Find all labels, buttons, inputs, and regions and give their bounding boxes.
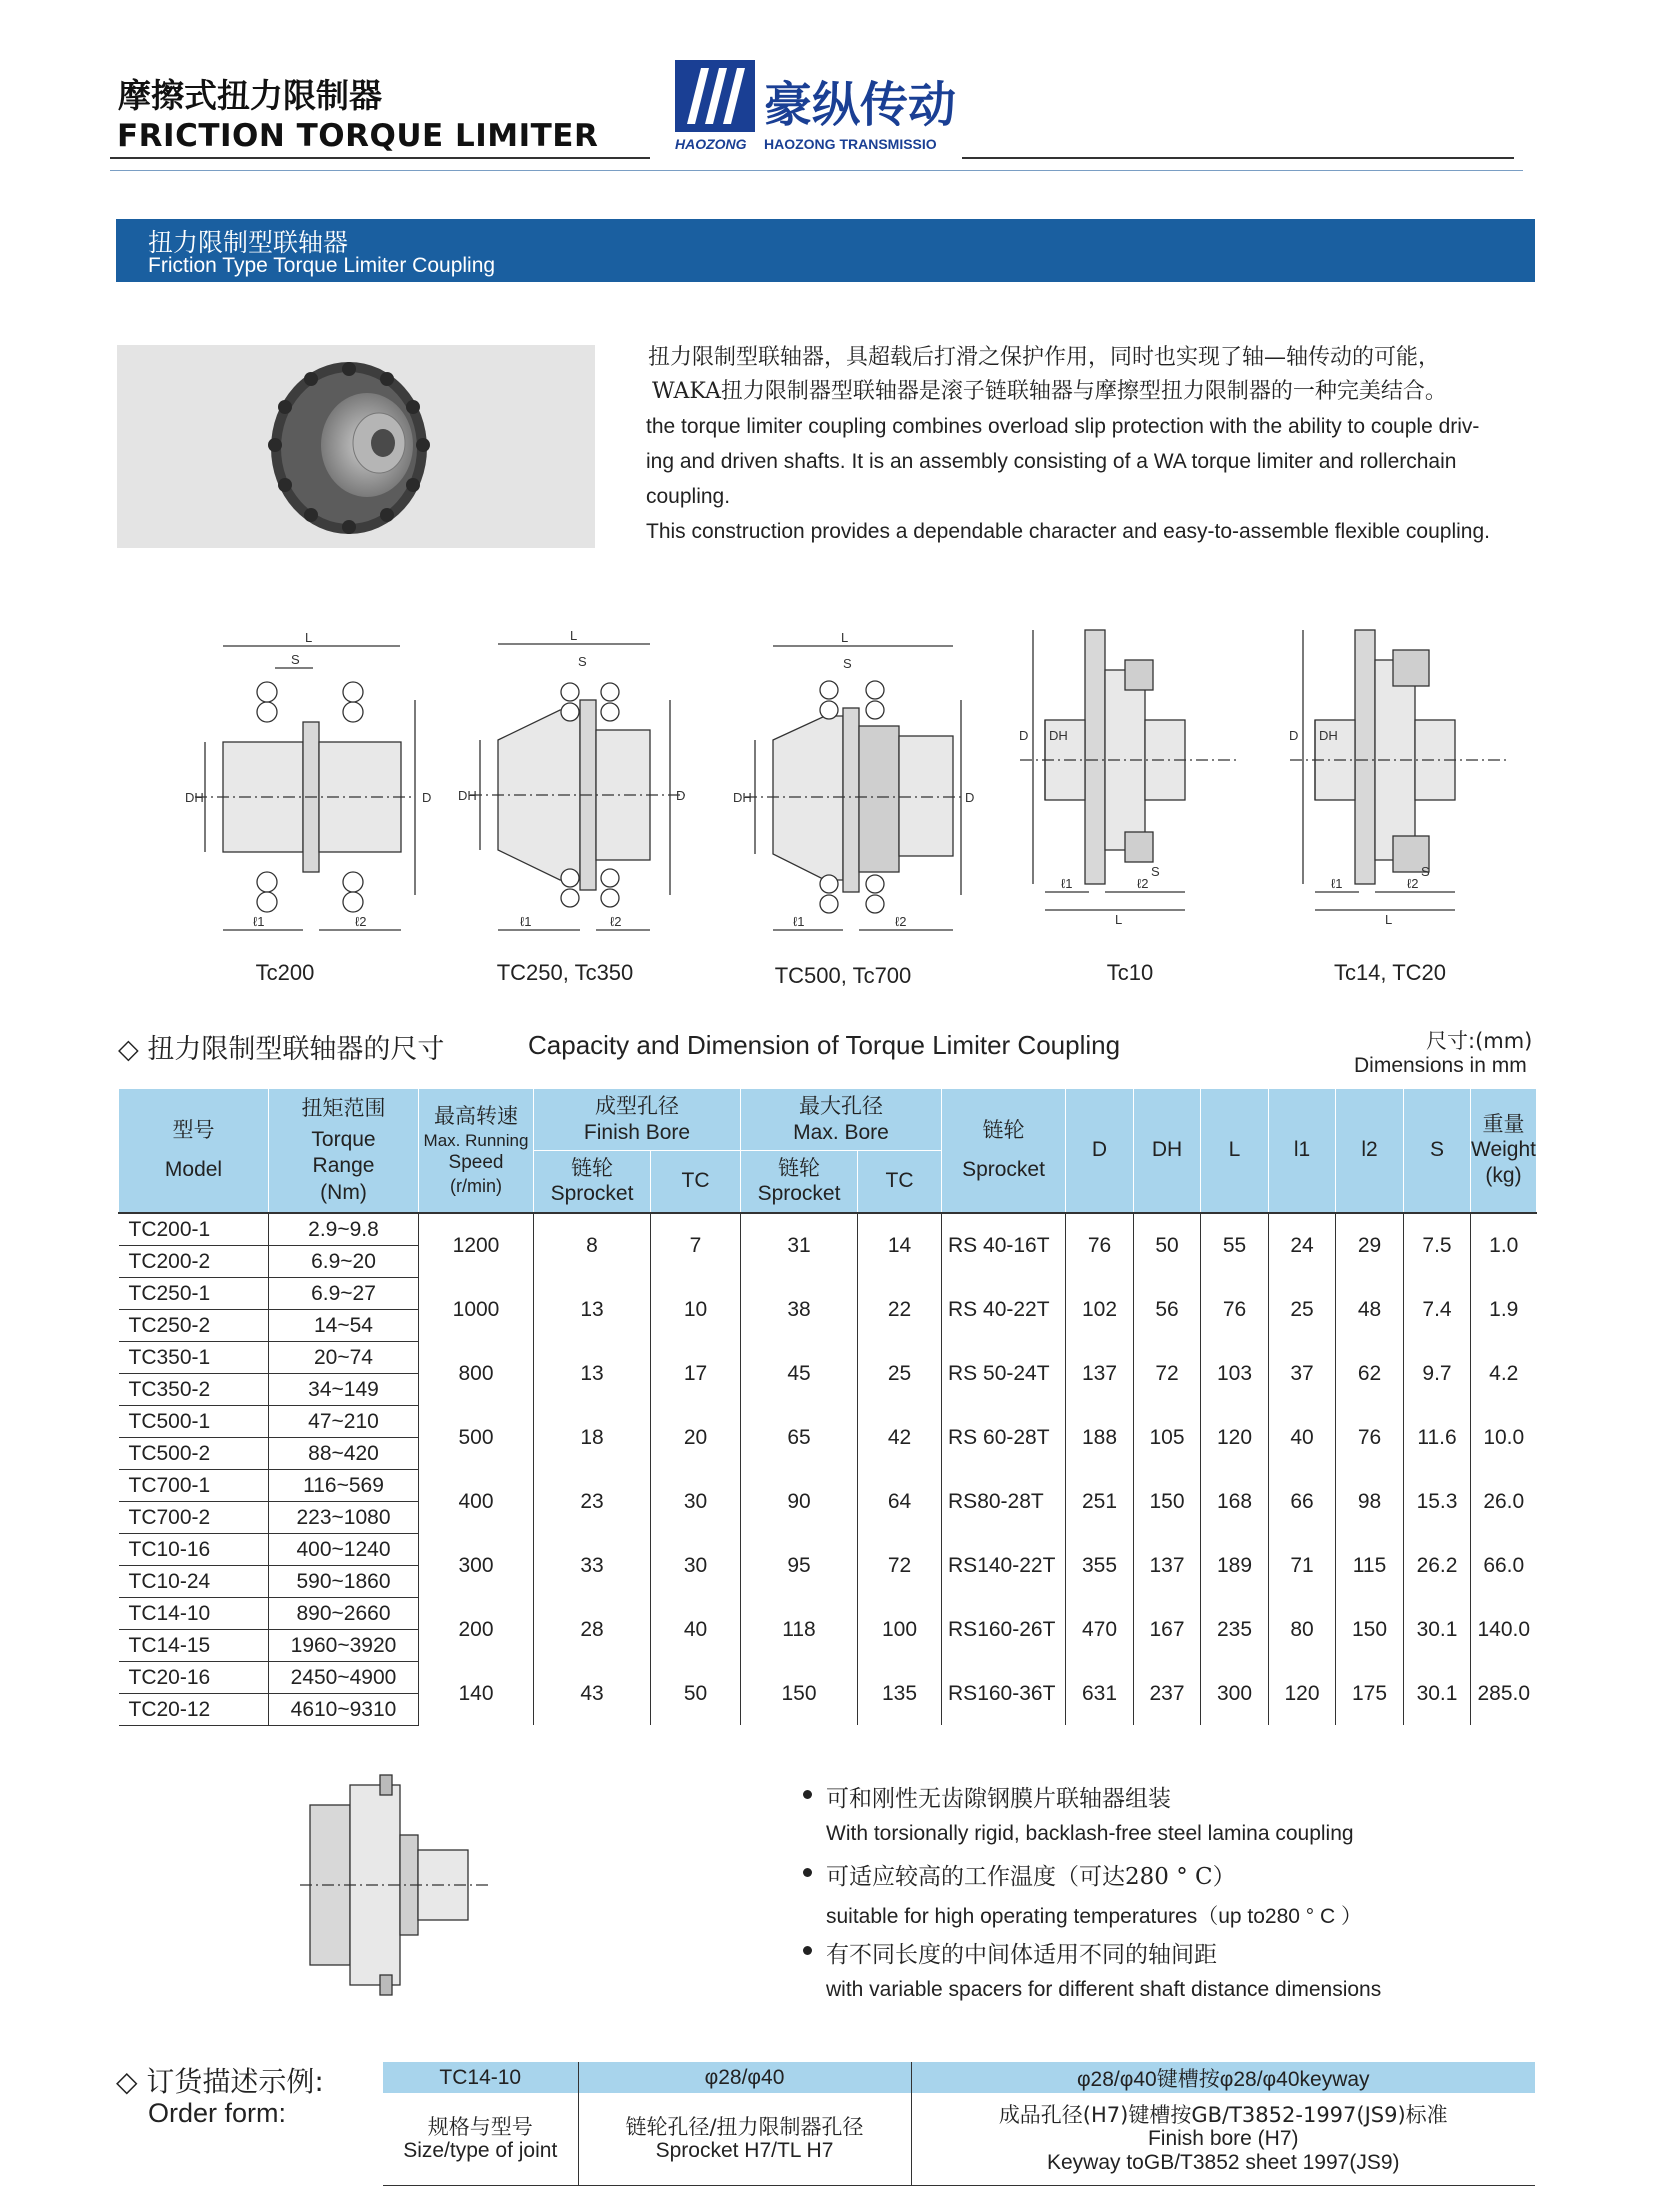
drawing-caption: Tc14, TC20 [1333, 960, 1447, 985]
dim-l2-label: ℓ2 [895, 914, 907, 929]
bullet-2-en: suitable for high operating temperatures（up to280 ° C ） [826, 1905, 1363, 1928]
fs-cell: 13 [534, 1277, 651, 1341]
fs-cell: 23 [534, 1469, 651, 1533]
header-max-bore: 最大孔径 Max. Bore [741, 1089, 942, 1151]
spr-cell: RS 40-16T [942, 1213, 1066, 1278]
dim-L-label: L [1385, 912, 1393, 927]
L-cell: 235 [1201, 1597, 1269, 1661]
S-cell: 30.1 [1404, 1597, 1471, 1661]
L-cell: 120 [1201, 1405, 1269, 1469]
torque-range-cell: 2.9~9.8 [269, 1213, 419, 1246]
ms-cell: 90 [741, 1469, 858, 1533]
drawing-tc10 [1005, 610, 1255, 940]
header-L: L [1201, 1089, 1269, 1213]
torque-range-cell: 116~569 [269, 1469, 419, 1501]
DH-cell: 237 [1134, 1661, 1201, 1725]
header-title-cn: 摩擦式扭力限制器 [118, 76, 382, 115]
dim-l2-label: ℓ2 [610, 914, 622, 929]
bullet-dot [803, 1790, 812, 1799]
fs-cell: 13 [534, 1341, 651, 1405]
D-cell: 188 [1066, 1405, 1134, 1469]
order-desc-size: 规格与型号 Size/type of joint [383, 2093, 578, 2186]
drawing-tc250-tc350 [450, 630, 710, 940]
S-cell: 7.5 [1404, 1213, 1471, 1278]
fs-cell: 18 [534, 1405, 651, 1469]
order-example-model: TC14-10 [383, 2062, 578, 2093]
torque-range-cell: 4610~9310 [269, 1693, 419, 1725]
spr-cell: RS 50-24T [942, 1341, 1066, 1405]
dim-DH-label: DH [733, 790, 752, 805]
drawing-tc14-tc20 [1275, 610, 1525, 940]
bullet-2-cn: 可适应较高的工作温度（可达280 ° C） [826, 1864, 1236, 1890]
intro-line-5: coupling. [646, 485, 731, 508]
D-cell: 631 [1066, 1661, 1134, 1725]
model-cell: TC200-2 [119, 1245, 269, 1277]
header-finish-bore: 成型孔径 Finish Bore [534, 1089, 741, 1151]
mt-cell: 72 [858, 1533, 942, 1597]
header-title-en: FRICTION TORQUE LIMITER [117, 118, 599, 154]
model-cell: TC10-24 [119, 1565, 269, 1597]
ms-cell: 65 [741, 1405, 858, 1469]
L-cell: 189 [1201, 1533, 1269, 1597]
lamina-coupling-drawing [300, 1765, 490, 2005]
header-sprocket: 链轮 Sprocket [942, 1089, 1066, 1213]
ms-cell: 38 [741, 1277, 858, 1341]
bullet-1-en: With torsionally rigid, backlash-free steel lamina coupling [826, 1822, 1354, 1845]
dim-D-label: D [1019, 728, 1029, 743]
header-finish-tc: TC [651, 1151, 741, 1213]
header-D: D [1066, 1089, 1134, 1213]
fs-cell: 33 [534, 1533, 651, 1597]
l1-cell: 24 [1269, 1213, 1336, 1278]
dim-L-label: L [1115, 912, 1123, 927]
brand-name-en-short: HAOZONG [675, 136, 747, 152]
unit-label-cn: 尺寸:(mm) [1426, 1029, 1533, 1053]
l2-cell: 48 [1336, 1277, 1404, 1341]
fs-cell: 8 [534, 1213, 651, 1278]
L-cell: 76 [1201, 1277, 1269, 1341]
dim-l2-label: ℓ2 [1407, 876, 1419, 891]
intro-line-3: the torque limiter coupling combines overload slip protection with the ability to couple driv- [646, 415, 1480, 438]
mt-cell: 42 [858, 1405, 942, 1469]
model-cell: TC700-1 [119, 1469, 269, 1501]
header-finish-sprocket: 链轮 Sprocket [534, 1151, 651, 1213]
mt-cell: 64 [858, 1469, 942, 1533]
dim-DH-label: DH [1319, 728, 1338, 743]
L-cell: 300 [1201, 1661, 1269, 1725]
header-torque: 扭矩范围 Torque Range (Nm) [269, 1089, 419, 1213]
torque-range-cell: 6.9~20 [269, 1245, 419, 1277]
l2-cell: 62 [1336, 1341, 1404, 1405]
torque-range-cell: 6.9~27 [269, 1277, 419, 1309]
DH-cell: 105 [1134, 1405, 1201, 1469]
bullet-3-cn: 有不同长度的中间体适用不同的轴间距 [826, 1942, 1217, 1968]
brand-logo-icon [675, 60, 755, 132]
l1-cell: 71 [1269, 1533, 1336, 1597]
model-cell: TC20-12 [119, 1693, 269, 1725]
l2-cell: 115 [1336, 1533, 1404, 1597]
model-cell: TC20-16 [119, 1661, 269, 1693]
w-cell: 1.0 [1471, 1213, 1537, 1278]
speed-cell: 800 [419, 1341, 534, 1405]
D-cell: 76 [1066, 1213, 1134, 1278]
D-cell: 102 [1066, 1277, 1134, 1341]
torque-range-cell: 1960~3920 [269, 1629, 419, 1661]
dim-D-label: D [676, 788, 686, 803]
w-cell: 66.0 [1471, 1533, 1537, 1597]
table-title-en: Capacity and Dimension of Torque Limiter Coupling [528, 1030, 1121, 1060]
l2-cell: 76 [1336, 1405, 1404, 1469]
ms-cell: 118 [741, 1597, 858, 1661]
model-cell: TC200-1 [119, 1213, 269, 1246]
dim-l2-label: ℓ2 [355, 914, 367, 929]
w-cell: 26.0 [1471, 1469, 1537, 1533]
drawing-caption: TC250, Tc350 [496, 960, 634, 985]
S-cell: 26.2 [1404, 1533, 1471, 1597]
D-cell: 470 [1066, 1597, 1134, 1661]
dim-DH-label: DH [185, 790, 204, 805]
intro-line-6: This construction provides a dependable character and easy-to-assemble flexible coupling. [646, 520, 1490, 543]
l1-cell: 66 [1269, 1469, 1336, 1533]
l2-cell: 98 [1336, 1469, 1404, 1533]
drawing-caption: Tc200 [255, 960, 315, 985]
torque-range-cell: 2450~4900 [269, 1661, 419, 1693]
torque-range-cell: 20~74 [269, 1341, 419, 1373]
torque-range-cell: 14~54 [269, 1309, 419, 1341]
torque-range-cell: 890~2660 [269, 1597, 419, 1629]
ft-cell: 30 [651, 1533, 741, 1597]
speed-cell: 300 [419, 1533, 534, 1597]
order-example-bore: φ28/φ40 [578, 2062, 911, 2093]
bullet-dot [803, 1946, 812, 1955]
S-cell: 30.1 [1404, 1661, 1471, 1725]
dim-S-label: S [578, 654, 587, 669]
drawing-caption: TC500, Tc700 [774, 963, 912, 988]
spr-cell: RS 40-22T [942, 1277, 1066, 1341]
S-cell: 11.6 [1404, 1405, 1471, 1469]
order-title-cn: ◇ 订货描述示例: [116, 2065, 324, 2098]
order-desc-bore: 链轮孔径/扭力限制器孔径 Sprocket H7/TL H7 [578, 2093, 911, 2186]
l2-cell: 175 [1336, 1661, 1404, 1725]
ft-cell: 7 [651, 1213, 741, 1278]
header-l2: l2 [1336, 1089, 1404, 1213]
l1-cell: 40 [1269, 1405, 1336, 1469]
dim-l1-label: ℓ1 [253, 914, 265, 929]
model-cell: TC14-10 [119, 1597, 269, 1629]
w-cell: 1.9 [1471, 1277, 1537, 1341]
header-weight: 重量 Weight (kg) [1471, 1089, 1537, 1213]
drawing-tc200 [175, 630, 435, 940]
intro-line-1: 扭力限制型联轴器，具超载后打滑之保护作用，同时也实现了轴—轴传动的可能， [648, 345, 1441, 370]
dim-l1-label: ℓ1 [793, 914, 805, 929]
header-rule-thin [110, 170, 1523, 171]
D-cell: 251 [1066, 1469, 1134, 1533]
torque-range-cell: 590~1860 [269, 1565, 419, 1597]
dim-DH-label: DH [458, 788, 477, 803]
dim-S-label: S [291, 652, 300, 667]
drawing-caption: Tc10 [1106, 960, 1154, 985]
w-cell: 140.0 [1471, 1597, 1537, 1661]
header-DH: DH [1134, 1089, 1201, 1213]
header-rule-right [962, 157, 1514, 159]
brand-name-cn: 豪纵传动 [764, 77, 957, 133]
speed-cell: 200 [419, 1597, 534, 1661]
dim-S-label: S [843, 656, 852, 671]
header-model: 型号 Model [119, 1089, 269, 1213]
l1-cell: 120 [1269, 1661, 1336, 1725]
model-cell: TC14-15 [119, 1629, 269, 1661]
ft-cell: 50 [651, 1661, 741, 1725]
ft-cell: 40 [651, 1597, 741, 1661]
speed-cell: 140 [419, 1661, 534, 1725]
speed-cell: 1200 [419, 1213, 534, 1278]
model-cell: TC10-16 [119, 1533, 269, 1565]
spr-cell: RS 60-28T [942, 1405, 1066, 1469]
L-cell: 103 [1201, 1341, 1269, 1405]
S-cell: 15.3 [1404, 1469, 1471, 1533]
S-cell: 9.7 [1404, 1341, 1471, 1405]
spr-cell: RS140-22T [942, 1533, 1066, 1597]
dim-l1-label: ℓ1 [1331, 876, 1343, 891]
torque-range-cell: 400~1240 [269, 1533, 419, 1565]
header-max-tc: TC [858, 1151, 942, 1213]
w-cell: 4.2 [1471, 1341, 1537, 1405]
ms-cell: 31 [741, 1213, 858, 1278]
dim-DH-label: DH [1049, 728, 1068, 743]
ft-cell: 30 [651, 1469, 741, 1533]
torque-range-cell: 223~1080 [269, 1501, 419, 1533]
spr-cell: RS160-36T [942, 1661, 1066, 1725]
DH-cell: 50 [1134, 1213, 1201, 1278]
model-cell: TC250-1 [119, 1277, 269, 1309]
header-S: S [1404, 1089, 1471, 1213]
bullet-1-cn: 可和刚性无齿隙钢膜片联轴器组装 [826, 1786, 1171, 1812]
model-cell: TC250-2 [119, 1309, 269, 1341]
fs-cell: 43 [534, 1661, 651, 1725]
mt-cell: 135 [858, 1661, 942, 1725]
model-cell: TC700-2 [119, 1501, 269, 1533]
fs-cell: 28 [534, 1597, 651, 1661]
intro-line-2: WAKA扭力限制器型联轴器是滚子链联轴器与摩擦型扭力限制器的一种完美结合。 [652, 379, 1447, 404]
dim-L-label: L [841, 630, 849, 645]
dim-S-label: S [1421, 864, 1430, 879]
ft-cell: 10 [651, 1277, 741, 1341]
dim-l1-label: ℓ1 [1061, 876, 1073, 891]
ms-cell: 150 [741, 1661, 858, 1725]
intro-line-4: ing and driven shafts. It is an assembly consisting of a WA torque limiter and rollerchain [646, 450, 1457, 473]
spr-cell: RS80-28T [942, 1469, 1066, 1533]
DH-cell: 150 [1134, 1469, 1201, 1533]
order-example-keyway: φ28/φ40键槽按φ28/φ40keyway [911, 2062, 1535, 2093]
mt-cell: 22 [858, 1277, 942, 1341]
order-title-en: Order form: [148, 2098, 287, 2128]
mt-cell: 25 [858, 1341, 942, 1405]
ms-cell: 95 [741, 1533, 858, 1597]
DH-cell: 137 [1134, 1533, 1201, 1597]
torque-range-cell: 47~210 [269, 1405, 419, 1437]
w-cell: 285.0 [1471, 1661, 1537, 1725]
D-cell: 137 [1066, 1341, 1134, 1405]
header-rule-left [110, 157, 650, 159]
ft-cell: 20 [651, 1405, 741, 1469]
dim-L-label: L [305, 630, 313, 645]
header-speed: 最高转速 Max. Running Speed (r/min) [419, 1089, 534, 1213]
spr-cell: RS160-26T [942, 1597, 1066, 1661]
l1-cell: 25 [1269, 1277, 1336, 1341]
banner-title-en: Friction Type Torque Limiter Coupling [148, 254, 496, 277]
bullet-dot [803, 1868, 812, 1877]
model-cell: TC500-1 [119, 1405, 269, 1437]
w-cell: 10.0 [1471, 1405, 1537, 1469]
table-title-cn: ◇ 扭力限制型联轴器的尺寸 [118, 1034, 445, 1065]
D-cell: 355 [1066, 1533, 1134, 1597]
L-cell: 168 [1201, 1469, 1269, 1533]
l2-cell: 29 [1336, 1213, 1404, 1278]
DH-cell: 56 [1134, 1277, 1201, 1341]
dim-l2-label: ℓ2 [1137, 876, 1149, 891]
mt-cell: 100 [858, 1597, 942, 1661]
speed-cell: 400 [419, 1469, 534, 1533]
l1-cell: 37 [1269, 1341, 1336, 1405]
torque-range-cell: 88~420 [269, 1437, 419, 1469]
dim-D-label: D [422, 790, 432, 805]
drawing-tc500-tc700 [725, 630, 985, 940]
order-form-table [383, 2062, 1535, 2186]
DH-cell: 72 [1134, 1341, 1201, 1405]
dim-l1-label: ℓ1 [520, 914, 532, 929]
model-cell: TC350-2 [119, 1373, 269, 1405]
product-photo [117, 345, 595, 548]
banner-title-cn: 扭力限制型联轴器 [148, 228, 349, 257]
L-cell: 55 [1201, 1213, 1269, 1278]
model-cell: TC500-2 [119, 1437, 269, 1469]
l1-cell: 80 [1269, 1597, 1336, 1661]
header-l1: l1 [1269, 1089, 1336, 1213]
dim-D-label: D [965, 790, 975, 805]
bullet-3-en: with variable spacers for different shaft distance dimensions [826, 1978, 1382, 2001]
header-max-sprocket: 链轮 Sprocket [741, 1151, 858, 1213]
torque-range-cell: 34~149 [269, 1373, 419, 1405]
brand-name-en: HAOZONG TRANSMISSIO [764, 136, 937, 152]
order-desc-finish: 成品孔径(H7)键槽按GB/T3852-1997(JS9)标准 Finish bore (H7) Keyway toGB/T3852 sheet 1997(JS9) [911, 2093, 1535, 2186]
dimension-table [118, 1088, 1537, 1726]
unit-label-en: Dimensions in mm [1354, 1054, 1527, 1077]
speed-cell: 1000 [419, 1277, 534, 1341]
speed-cell: 500 [419, 1405, 534, 1469]
dim-D-label: D [1289, 728, 1299, 743]
dim-S-label: S [1151, 864, 1160, 879]
S-cell: 7.4 [1404, 1277, 1471, 1341]
dim-L-label: L [570, 630, 578, 643]
mt-cell: 14 [858, 1213, 942, 1278]
model-cell: TC350-1 [119, 1341, 269, 1373]
ft-cell: 17 [651, 1341, 741, 1405]
l2-cell: 150 [1336, 1597, 1404, 1661]
ms-cell: 45 [741, 1341, 858, 1405]
DH-cell: 167 [1134, 1597, 1201, 1661]
